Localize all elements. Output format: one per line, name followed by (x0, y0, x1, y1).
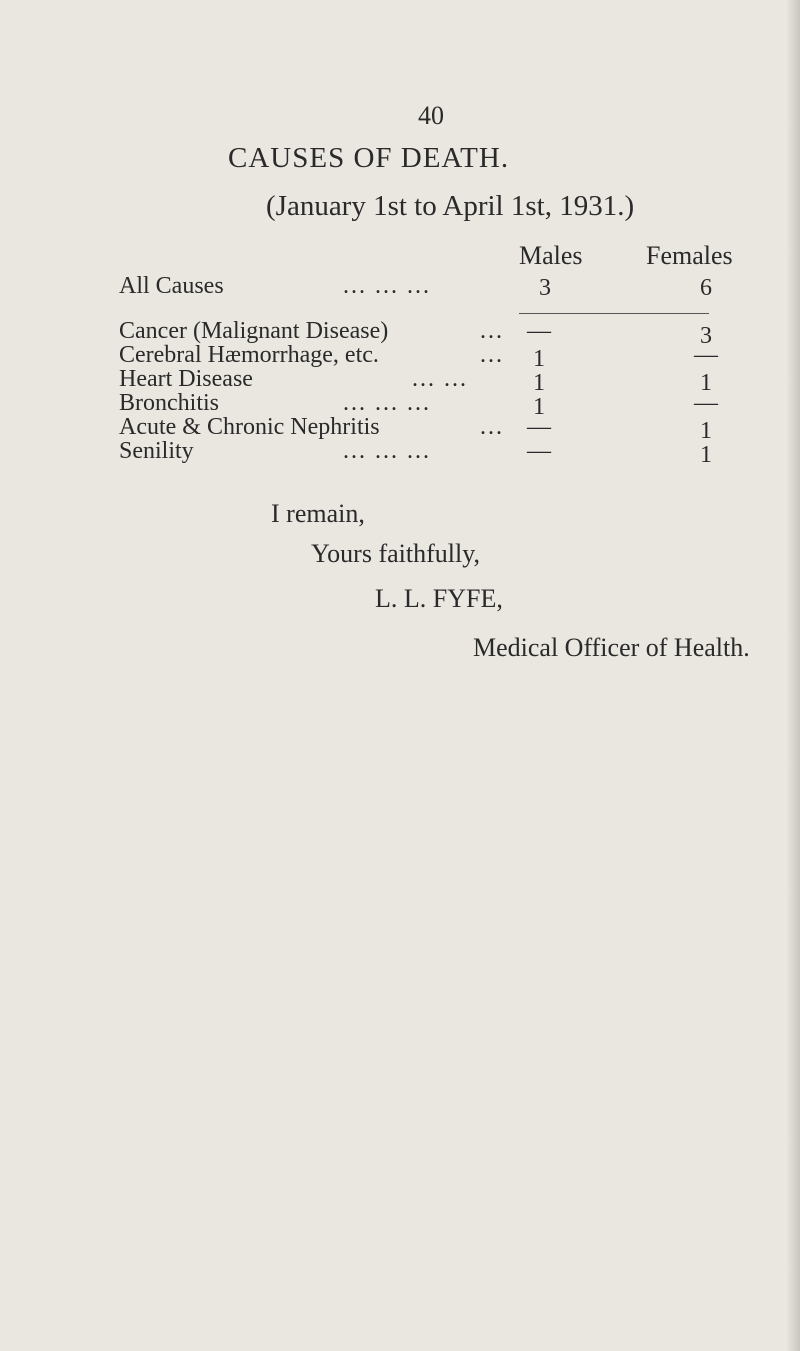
males-column-header: Males (519, 241, 583, 270)
row-bronchitis-label: Bronchitis (119, 390, 219, 416)
date-range-subtitle: (January 1st to April 1st, 1931.) (266, 190, 635, 222)
row-bronchitis-females: — (694, 390, 718, 416)
page-edge (786, 0, 800, 1351)
row-nephritis-females: 1 (700, 418, 712, 444)
row-bronchitis-dots: ... ... ... (343, 390, 431, 416)
row-senility-females: 1 (700, 442, 712, 468)
row-senility-dots: ... ... ... (343, 438, 431, 464)
row-nephritis-label: Acute & Chronic Nephritis (119, 414, 380, 440)
signature-title: Medical Officer of Health. (473, 633, 750, 662)
total-rule (519, 313, 709, 314)
row-cancer-females: 3 (700, 323, 712, 349)
page-title: CAUSES OF DEATH. (228, 142, 510, 174)
signature-name: L. L. FYFE, (375, 584, 503, 613)
row-cerebral-label: Cerebral Hæmorrhage, etc. (119, 342, 379, 368)
row-cancer-males: — (527, 318, 551, 344)
total-females: 6 (700, 275, 712, 301)
total-row-label: All Causes (119, 273, 224, 299)
row-cerebral-dots: ... (480, 342, 504, 368)
females-column-header: Females (646, 241, 733, 270)
row-heart-males: 1 (533, 370, 545, 396)
row-bronchitis-males: 1 (533, 394, 545, 420)
row-nephritis-dots: ... (480, 414, 504, 440)
sign-off: Yours faithfully, (311, 539, 481, 568)
row-cerebral-males: 1 (533, 346, 545, 372)
row-cancer-label: Cancer (Malignant Disease) (119, 318, 389, 344)
row-nephritis-males: — (527, 414, 551, 440)
page-number: 40 (418, 101, 444, 130)
row-heart-females: 1 (700, 370, 712, 396)
total-row-dots: ... ... ... (343, 273, 431, 299)
row-heart-label: Heart Disease (119, 366, 253, 392)
row-senility-males: — (527, 438, 551, 464)
row-heart-dots: ... ... (412, 366, 468, 392)
closing-line: I remain, (271, 499, 365, 528)
row-cerebral-females: — (694, 342, 718, 368)
total-males: 3 (539, 275, 551, 301)
row-senility-label: Senility (119, 438, 194, 464)
row-cancer-dots: ... (480, 318, 504, 344)
